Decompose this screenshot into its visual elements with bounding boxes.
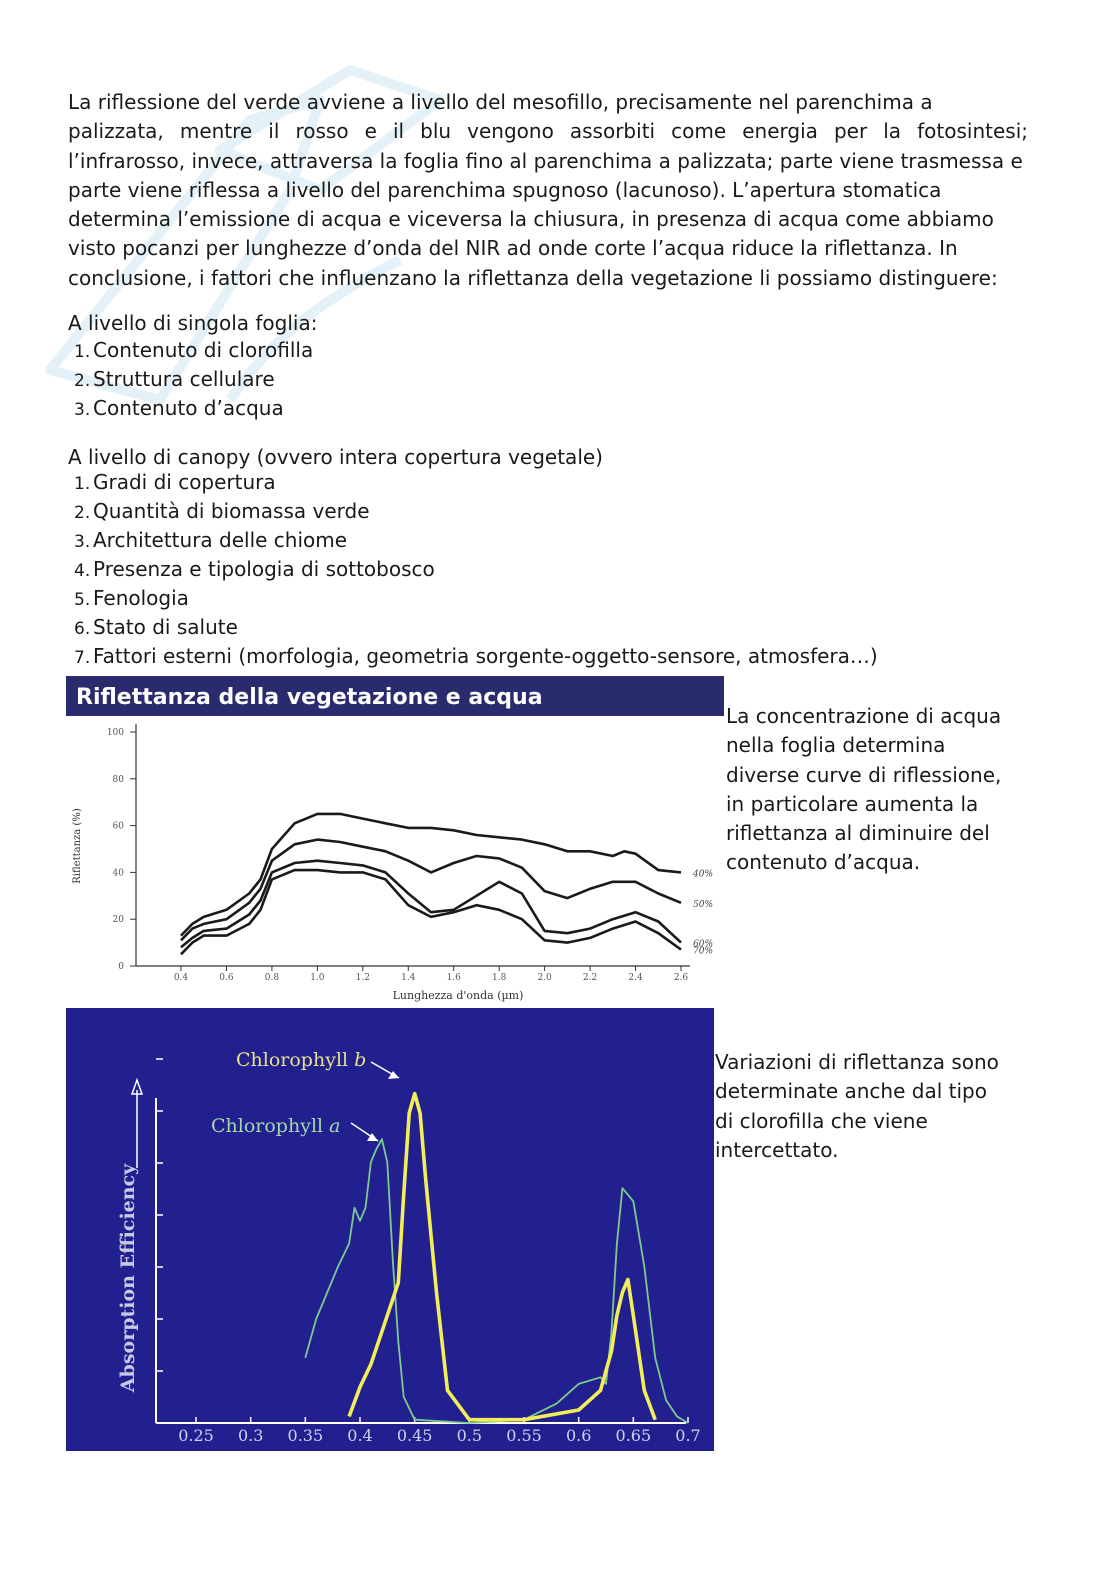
x-tick-label: 0.3 [237,1426,264,1445]
caption-line: determinate anche dal tipo [715,1079,987,1104]
leaf-level-list [74,337,313,424]
series-end-label: 40% [693,869,714,880]
chart-background [66,1008,714,1451]
caption-line: diverse curve di riflessione, [726,762,1002,787]
y-tick-label: 40 [112,868,124,879]
series-end-label: 60% [693,939,714,950]
intro-line: determina l’emissione di acqua e viceversa la chiusura, in presenza di acqua come abbiamo [68,207,994,232]
intro-paragraph [68,88,1028,293]
caption-line: riflettanza al diminuire del [726,821,990,846]
caption-line: La concentrazione di acqua [726,704,1002,728]
x-tick-label: 2.6 [673,973,689,983]
intro-line: conclusione, i fattori che influenzano la riflettanza della vegetazione li possiamo distinguere: [68,265,998,290]
x-tick-label: 1.6 [446,973,461,983]
list-item-text: Fenologia [93,586,189,610]
chlorophyll-caption [715,1048,1045,1165]
list-item-text: Architettura delle chiome [93,528,348,552]
x-tick-label: 0.5 [456,1426,483,1445]
x-tick-label: 0.4 [173,973,189,983]
intro-line: palizzata, mentre il rosso e il blu vengono assorbiti come energia per la fotosintesi; [68,119,1028,144]
x-tick-label: 0.65 [615,1426,652,1445]
water-caption [726,702,1056,878]
list-item: 2. Struttura cellulare [74,367,275,391]
list-item-text: Contenuto d’acqua [93,396,284,420]
y-tick-label: 100 [106,728,124,738]
caption-line: intercettato. [715,1137,839,1162]
x-tick-label: 0.55 [506,1426,542,1445]
series-end-label: 70% [693,946,714,957]
y-tick-label: 0 [118,962,124,972]
x-tick-label: 0.45 [396,1426,433,1445]
list-item: 3. Contenuto d’acqua [74,396,284,420]
series-letter: b [354,1049,367,1071]
intro-line: parte viene riflessa a livello del parenchima spugnoso (lacunoso). L’apertura stomatica [68,177,942,202]
x-tick-label: 0.4 [347,1426,373,1445]
canopy-level-list [74,469,878,672]
list-item-text: Presenza e tipologia di sottobosco [93,557,435,581]
series-end-label: 50% [693,899,714,910]
chart-title: Riflettanza della vegetazione e acqua [76,685,543,710]
x-tick-label: 0.25 [178,1426,214,1445]
x-tick-label: 0.6 [565,1426,592,1445]
x-tick-label: 2.4 [628,973,643,983]
x-tick-label: 0.35 [287,1426,324,1445]
x-tick-label: 0.7 [675,1426,701,1445]
x-tick-label: 1.4 [401,973,416,983]
intro-line: visto pocanzi per lunghezze d’onda del NIR ad onde corte l’acqua riduce la riflettanza. In [68,236,958,261]
series-label-a-name: Chlorophyll [211,1115,330,1137]
x-tick-label: 0.6 [219,973,234,983]
y-tick-label: 60 [112,821,124,832]
caption-line: di clorofilla che viene [715,1108,928,1133]
caption-line: nella foglia determina [726,733,946,758]
caption-line: in particolare aumenta la [726,791,979,816]
x-tick-label: 1.0 [310,973,325,983]
y-tick-label: 80 [112,774,124,785]
reflectance-chart [66,676,724,1006]
list-item: 1. Gradi di copertura [74,470,276,494]
series-label-b [236,1049,366,1071]
list-item: 5. Fenologia [74,586,189,610]
intro-line: l’infrarosso, invece, attraversa la foglia fino al parenchima a palizzata; parte viene trasmessa e [68,148,1023,173]
x-tick-label: 0.8 [264,973,280,983]
x-tick-label: 2.2 [582,973,598,983]
x-tick-label: 2.0 [537,973,552,983]
list-item: 3. Architettura delle chiome [74,528,348,552]
x-tick-label: 1.2 [355,973,370,983]
y-axis-label: Absorption Efficiency [117,1163,139,1393]
list-item: 1. Contenuto di clorofilla [74,338,314,362]
x-axis-label: Lunghezza d'onda (µm) [392,989,524,1002]
canopy-level-title: A livello di canopy (ovvero intera copertura vegetale) [68,445,603,469]
caption-line: Variazioni di riflettanza sono [715,1050,999,1074]
list-item-text: Gradi di copertura [93,470,276,494]
list-item-text: Fattori esterni (morfologia, geometria sorgente-oggetto-sensore, atmosfera…) [93,644,878,668]
list-item-text: Quantità di biomassa verde [93,499,370,523]
list-item: 2. Quantità di biomassa verde [74,499,370,523]
series-label-b-name: Chlorophyll [236,1049,355,1071]
list-item: 4. Presenza e tipologia di sottobosco [74,557,435,581]
list-item: 7. Fattori esterni (morfologia, geometria sorgente-oggetto-sensore, atmosfera…) [74,644,878,668]
list-item: 6. Stato di salute [74,615,238,639]
leaf-level-title: A livello di singola foglia: [68,311,318,335]
series-letter: a [329,1115,341,1137]
caption-line: contenuto d’acqua. [726,850,921,875]
series-label-a [211,1115,340,1137]
intro-line: La riflessione del verde avviene a livello del mesofillo, precisamente nel parenchima a [68,90,933,114]
chlorophyll-chart [66,1008,714,1451]
y-axis-label: Riflettanza (%) [72,808,83,884]
list-item-text: Contenuto di clorofilla [93,338,314,362]
list-item-text: Struttura cellulare [93,367,275,391]
list-item-text: Stato di salute [93,615,238,639]
x-tick-label: 1.8 [492,973,507,983]
y-tick-label: 20 [112,915,124,926]
